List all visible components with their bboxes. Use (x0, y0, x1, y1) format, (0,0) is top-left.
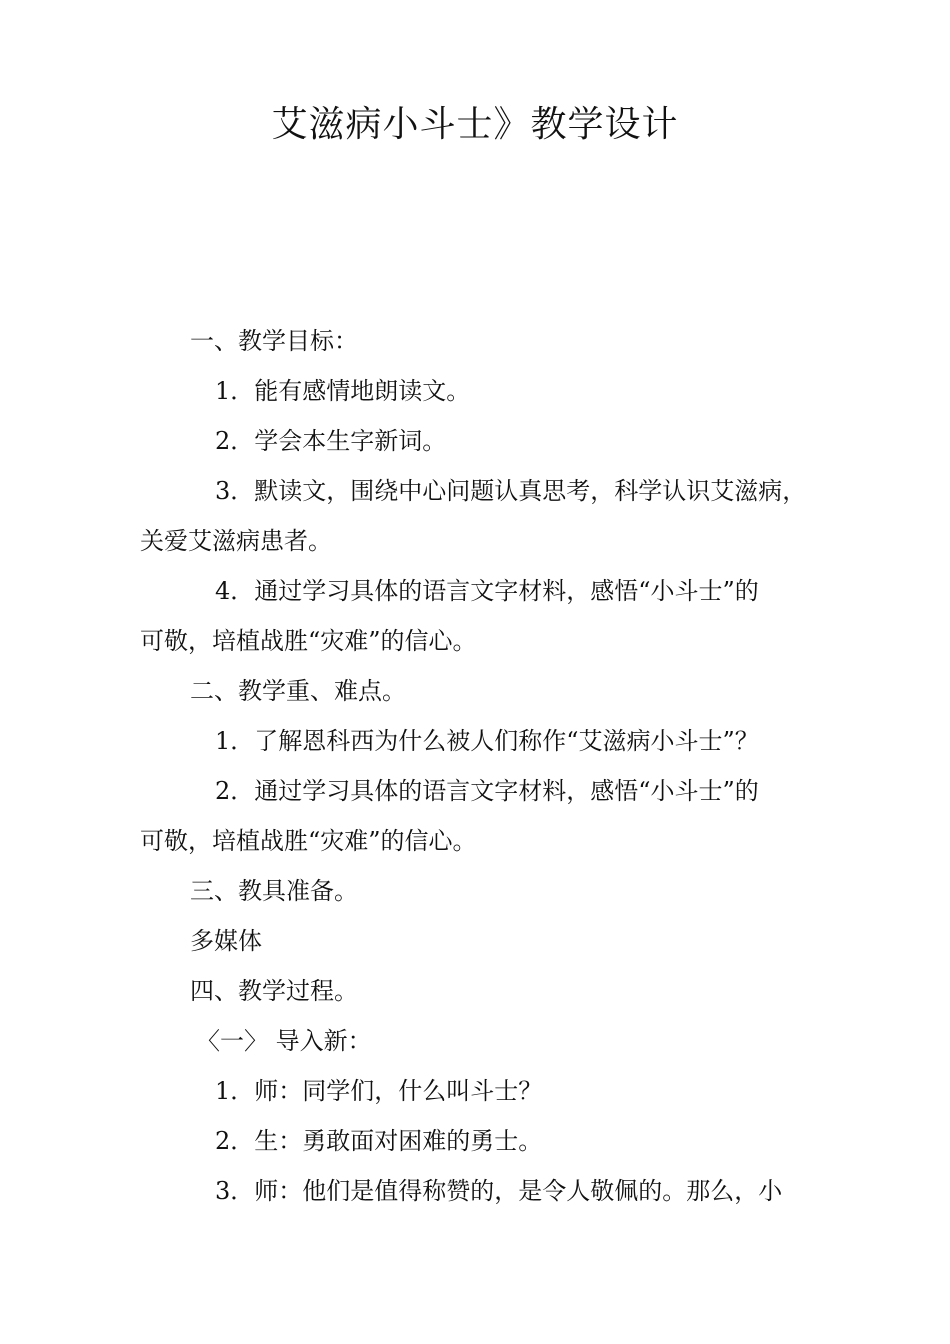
objective-item-3-continued: 关爱艾滋病患者。 (140, 527, 332, 555)
materials-text: 多媒体 (190, 927, 262, 955)
objective-item-2: 2．学会本生字新词。 (215, 427, 447, 455)
section-heading-process: 四、教学过程。 (190, 977, 358, 1005)
document-title: 艾滋病小斗士》教学设计 (271, 104, 679, 145)
key-point-item-1: 1．了解恩科西为什么被人们称作“艾滋病小斗士”？ (215, 727, 759, 755)
section-heading-objectives: 一、教学目标： (190, 327, 358, 355)
objective-item-1: 1．能有感情地朗读文。 (215, 377, 471, 405)
process-subheading-intro: 〈一〉 导入新： (196, 1027, 372, 1055)
process-item-3: 3．师：他们是值得称赞的，是令人敬佩的。那么，小 (215, 1177, 783, 1205)
section-heading-key-points: 二、教学重、难点。 (190, 677, 406, 705)
process-item-2: 2．生：勇敢面对困难的勇士。 (215, 1127, 543, 1155)
key-point-item-2: 2．通过学习具体的语言文字材料，感悟“小斗士”的 (215, 777, 759, 805)
process-item-1: 1．师：同学们，什么叫斗士？ (215, 1077, 543, 1105)
section-heading-materials: 三、教具准备。 (190, 877, 358, 905)
objective-item-4: 4．通过学习具体的语言文字材料，感悟“小斗士”的 (215, 577, 759, 605)
objective-item-3: 3．默读文，围绕中心问题认真思考，科学认识艾滋病， (215, 477, 807, 505)
key-point-item-2-continued: 可敬，培植战胜“灾难”的信心。 (140, 827, 477, 855)
objective-item-4-continued: 可敬，培植战胜“灾难”的信心。 (140, 627, 477, 655)
